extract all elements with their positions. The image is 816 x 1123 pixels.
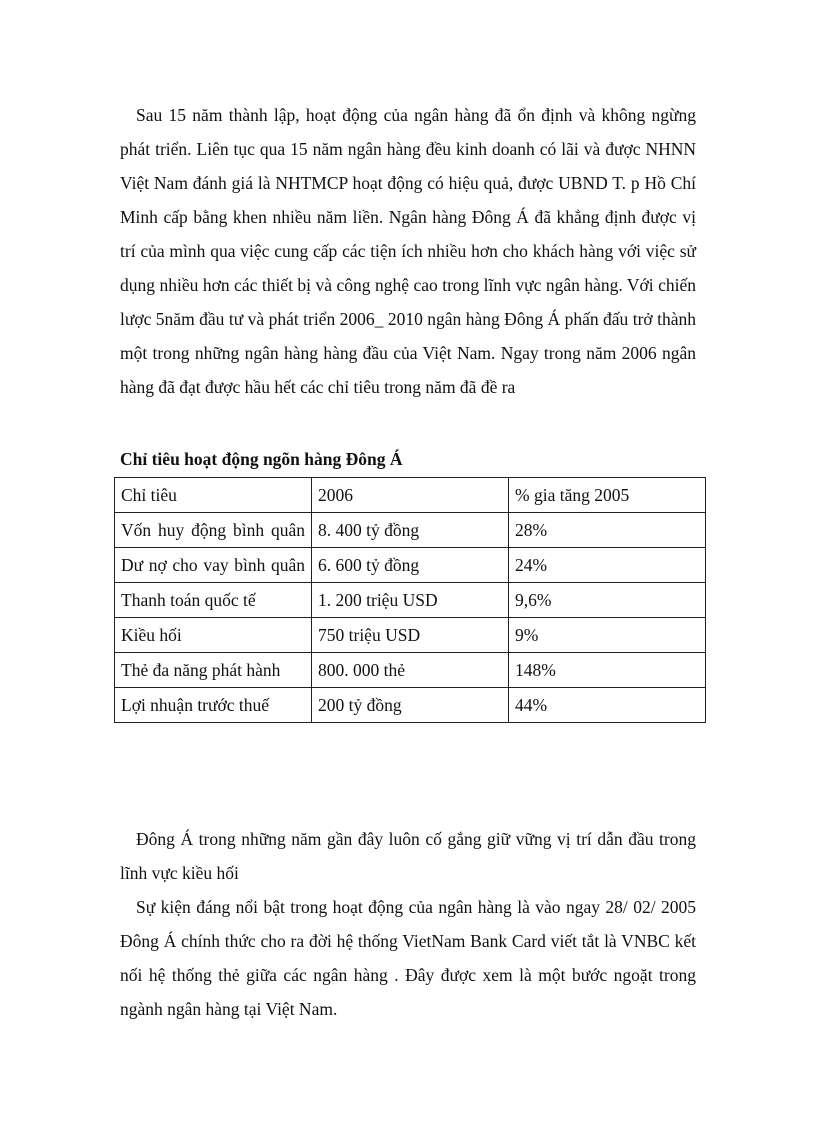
row-label: Dư nợ cho vay bình quân xyxy=(115,548,312,583)
header-indicator: Chỉ tiêu xyxy=(115,478,312,513)
row-value: 200 tỷ đồng xyxy=(312,688,509,723)
row-growth: 9% xyxy=(509,618,706,653)
intro-paragraph: Sau 15 năm thành lập, hoạt động của ngân hàng đã ổn định và không ngừng phát triển. Liên tục qua 15 năm ngân hàng đều kinh doanh có lãi và được NHNN Việt Nam đánh giá là NHTMCP hoạt động có hiệu quả, được UBND T. p Hồ Chí Minh cấp bằng khen nhiều năm liền. Ngân hàng Đông Á đã khẳng định được vị trí của mình qua việc cung cấp các tiện ích nhiều hơn cho khách hàng với việc sử dụng nhiều hơn các thiết bị và công nghệ cao trong lĩnh vực ngân hàng. Với chiến lược 5năm đầu tư và phát triển 2006_ 2010 ngân hàng Đông Á phấn đấu trở thành một trong những ngân hàng hàng đầu của Việt Nam. Ngay trong năm 2006 ngân hàng đã đạt được hầu hết các chỉ tiêu trong năm đã đề ra xyxy=(120,105,696,397)
row-label: Lợi nhuận trước thuế xyxy=(115,688,312,723)
row-label: Thẻ đa năng phát hành xyxy=(115,653,312,688)
bank-indicators-table xyxy=(114,477,706,723)
row-value: 6. 600 tỷ đồng xyxy=(312,548,509,583)
row-value: 800. 000 thẻ xyxy=(312,653,509,688)
row-growth: 44% xyxy=(509,688,706,723)
table-row xyxy=(115,618,706,653)
row-growth: 28% xyxy=(509,513,706,548)
table-row xyxy=(115,688,706,723)
row-growth: 24% xyxy=(509,548,706,583)
row-value: 8. 400 tỷ đồng xyxy=(312,513,509,548)
row-value: 750 triệu USD xyxy=(312,618,509,653)
table-row xyxy=(115,548,706,583)
row-label: Thanh toán quốc tế xyxy=(115,583,312,618)
header-growth-2005: % gia tăng 2005 xyxy=(509,478,706,513)
remittance-paragraph: Đông Á trong những năm gần đây luôn cố gắng giữ vững vị trí dẫn đầu trong lĩnh vực kiều hối xyxy=(120,829,696,883)
table-header-row xyxy=(115,478,706,513)
row-value: 1. 200 triệu USD xyxy=(312,583,509,618)
vnbc-event-paragraph: Sự kiện đáng nổi bật trong hoạt động của ngân hàng là vào ngay 28/ 02/ 2005 Đông Á chính thức cho ra đời hệ thống VietNam Bank Card viết tắt là VNBC kết nối hệ thống thẻ giữa các ngân hàng . Đây được xem là một bước ngoặt trong ngành ngân hàng tại Việt Nam. xyxy=(120,897,696,1019)
row-label: Vốn huy động bình quân xyxy=(115,513,312,548)
header-2006: 2006 xyxy=(312,478,509,513)
table-row xyxy=(115,513,706,548)
table-row xyxy=(115,653,706,688)
table-title: Chỉ tiêu hoạt động ngõn hàng Đông Á xyxy=(120,449,403,469)
table-row xyxy=(115,583,706,618)
row-label: Kiều hối xyxy=(115,618,312,653)
row-growth: 9,6% xyxy=(509,583,706,618)
row-growth: 148% xyxy=(509,653,706,688)
